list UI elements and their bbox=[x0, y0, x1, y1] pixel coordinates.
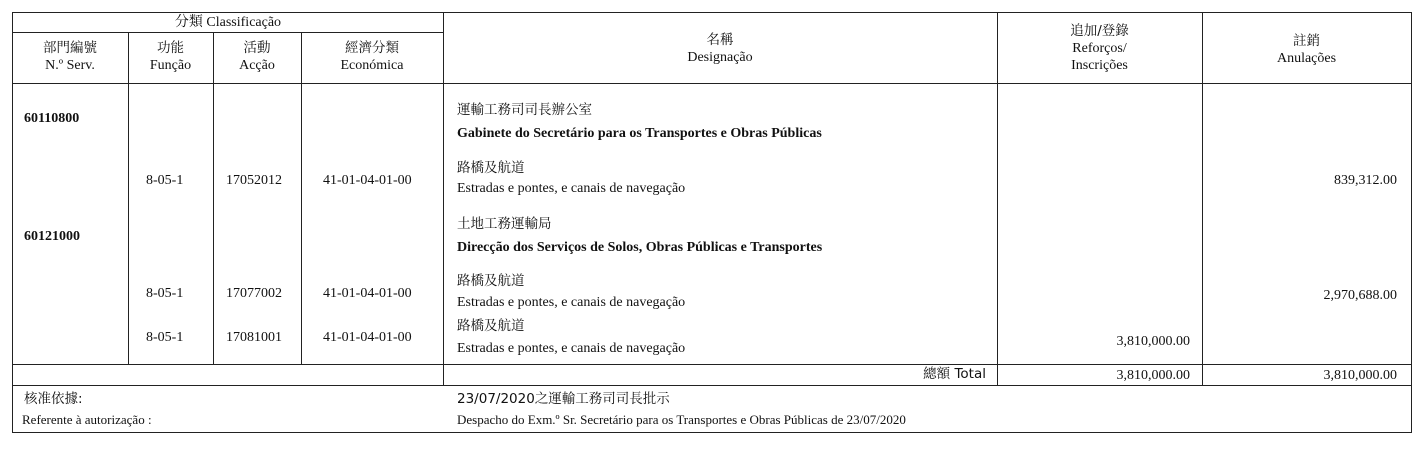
col-divider-reforcos bbox=[1202, 12, 1203, 386]
designation-pt: Direcção dos Serviços de Solos, Obras Públicas e Transportes bbox=[457, 240, 823, 255]
dept-code: 60110800 bbox=[24, 111, 80, 126]
total-label: 總額 Total bbox=[923, 366, 986, 382]
economica-code: 41-01-04-01-00 bbox=[323, 330, 412, 345]
table-left-border bbox=[12, 12, 13, 433]
authorization-label-zh: 核准依據: bbox=[24, 391, 83, 407]
accao-code: 17052012 bbox=[226, 173, 282, 188]
total-anulacoes: 3,810,000.00 bbox=[1323, 368, 1397, 383]
designation-pt: Gabinete do Secretário para os Transportes e Obras Públicas bbox=[457, 126, 822, 141]
economica-column-header: 經濟分類 Económica bbox=[340, 40, 404, 73]
col-divider-accao bbox=[301, 32, 302, 364]
funcao-code: 8-05-1 bbox=[146, 173, 184, 188]
designation-pt: Estradas e pontes, e canais de navegação bbox=[457, 295, 686, 310]
accao-code: 17081001 bbox=[226, 330, 282, 345]
accao-column-header: 活動 Acção bbox=[239, 40, 275, 73]
dept-code: 60121000 bbox=[24, 229, 80, 244]
funcao-code: 8-05-1 bbox=[146, 286, 184, 301]
authorization-text-pt: Despacho do Exm.º Sr. Secretário para os Transportes e Obras Públicas de 23/07/2020 bbox=[457, 412, 906, 427]
total-reforcos: 3,810,000.00 bbox=[1116, 368, 1190, 383]
economica-code: 41-01-04-01-00 bbox=[323, 286, 412, 301]
footer-bottom-border bbox=[12, 432, 1412, 433]
accao-code: 17077002 bbox=[226, 286, 282, 301]
funcao-code: 8-05-1 bbox=[146, 330, 184, 345]
designation-pt: Estradas e pontes, e canais de navegação bbox=[457, 181, 686, 196]
designation-zh: 路橋及航道 bbox=[457, 318, 525, 334]
designation-pt: Estradas e pontes, e canais de navegação bbox=[457, 341, 686, 356]
col-divider-dept bbox=[128, 32, 129, 364]
anulacoes-amount: 839,312.00 bbox=[1334, 173, 1397, 188]
group-header-divider bbox=[12, 32, 444, 33]
designation-zh: 路橋及航道 bbox=[457, 273, 525, 289]
reforcos-amount: 3,810,000.00 bbox=[1116, 334, 1190, 349]
anulacoes-amount: 2,970,688.00 bbox=[1323, 288, 1397, 303]
authorization-label-pt: Referente à autorização : bbox=[22, 412, 152, 427]
designation-zh: 運輸工務司司長辦公室 bbox=[457, 102, 592, 118]
funcao-column-header: 功能 Função bbox=[149, 40, 192, 73]
dept-column-header: 部門編號 N.º Serv. bbox=[43, 40, 97, 73]
designation-zh: 土地工務運輸局 bbox=[457, 216, 552, 232]
authorization-text-zh: 23/07/2020之運輸工務司司長批示 bbox=[457, 391, 670, 407]
economica-code: 41-01-04-01-00 bbox=[323, 173, 412, 188]
designacao-column-header: 名稱 Designação bbox=[687, 32, 753, 65]
designation-zh: 路橋及航道 bbox=[457, 160, 525, 176]
classification-group-header: 分類 Classificação bbox=[174, 15, 282, 30]
anulacoes-column-header: 註銷 Anulações bbox=[1276, 33, 1337, 66]
reforcos-column-header: 追加/登錄 Reforços/ Inscrições bbox=[1070, 23, 1129, 73]
table-right-border bbox=[1411, 12, 1412, 433]
col-divider-economica bbox=[443, 12, 444, 386]
col-divider-funcao bbox=[213, 32, 214, 364]
